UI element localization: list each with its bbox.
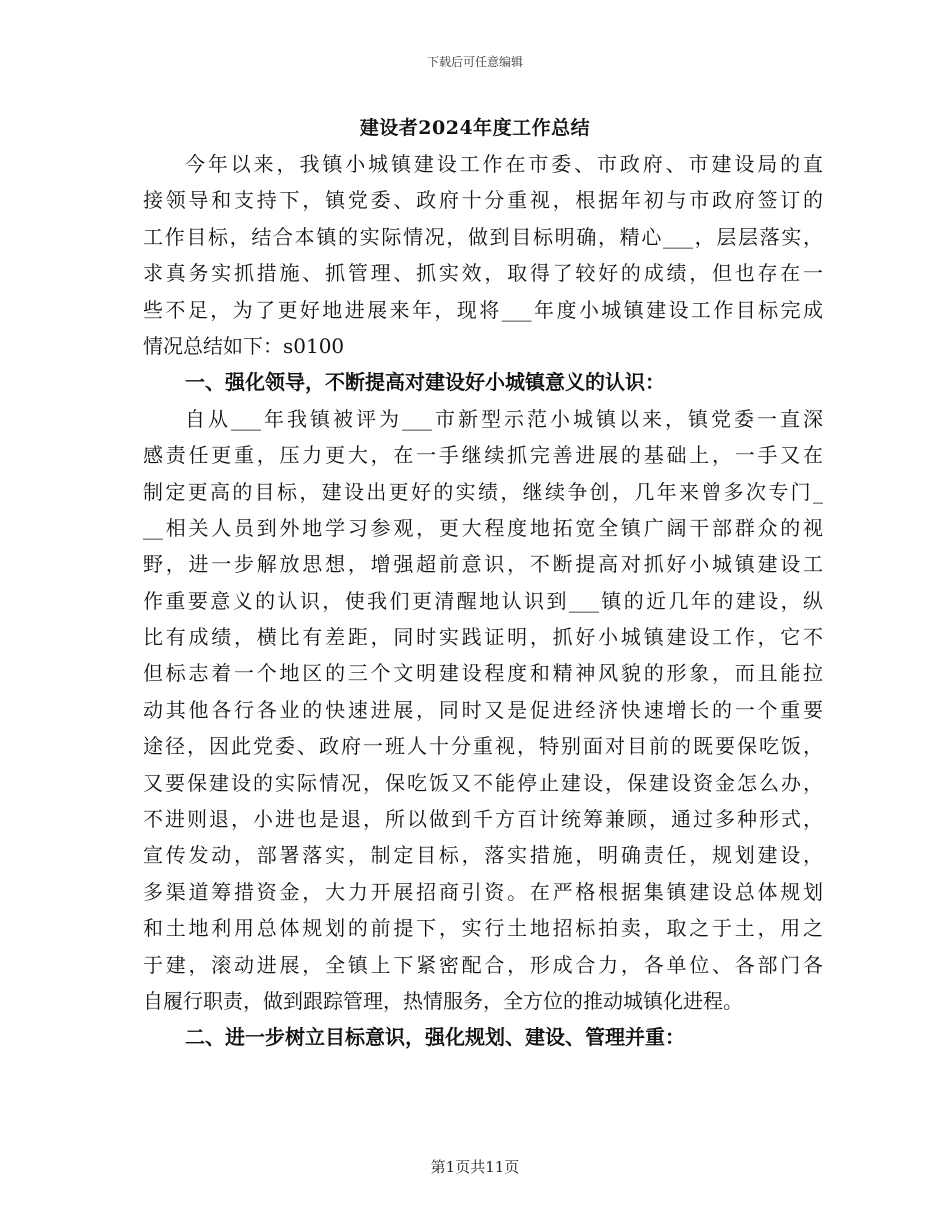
document-title: 建设者2024年度工作总结 (359, 117, 591, 139)
document-body (143, 146, 823, 1056)
paragraph-line: 感责任更重，压力更大，在一手继续抓完善进展的基础上，一手又在 (143, 443, 823, 468)
section-heading: 二、进一步树立目标意识，强化规划、建设、管理并重： (185, 1025, 685, 1050)
paragraph-line: 但标志着一个地区的三个文明建设程度和精神风貌的形象，而且能拉 (143, 661, 823, 686)
paragraph-line: 工作目标，结合本镇的实际情况，做到目标明确，精心___，层层落实， (143, 224, 823, 249)
paragraph-line: 途径，因此党委、政府一班人十分重视，特别面对目前的既要保吃饭， (143, 734, 823, 759)
paragraph-line: 些不足，为了更好地进展来年，现将___年度小城镇建设工作目标完成 (143, 297, 823, 322)
paragraph-line: 今年以来，我镇小城镇建设工作在市委、市政府、市建设局的直 (185, 152, 823, 176)
paragraph-line: 作重要意义的认识，使我们更清醒地认识到___镇的近几年的建设，纵 (143, 588, 823, 613)
paragraph-line: 自从___年我镇被评为___市新型示范小城镇以来，镇党委一直深 (185, 406, 823, 431)
paragraph-line: 情况总结如下：s0100 (143, 333, 345, 358)
paragraph-line: 又要保建设的实际情况，保吃饭又不能停止建设，保建设资金怎么办， (143, 770, 823, 795)
page-number-footer: 第1页共11页 (430, 1158, 520, 1176)
paragraph-line: 接领导和支持下，镇党委、政府十分重视，根据年初与市政府签订的 (143, 188, 823, 213)
paragraph-line: 于建，滚动进展，全镇上下紧密配合，形成合力，各单位、各部门各 (143, 952, 823, 977)
paragraph-line: 和土地利用总体规划的前提下，实行土地招标拍卖，取之于土，用之 (143, 916, 823, 941)
paragraph-line: 自履行职责，做到跟踪管理，热情服务，全方位的推动城镇化进程。 (143, 988, 743, 1013)
paragraph-line: 制定更高的目标，建设出更好的实绩，继续争创，几年来曾多次专门_ (143, 479, 823, 504)
paragraph-line: 动其他各行各业的快速进展，同时又是促进经济快速增长的一个重要 (143, 697, 823, 722)
paragraph-line: 求真务实抓措施、抓管理、抓实效，取得了较好的成绩，但也存在一 (143, 261, 823, 286)
paragraph-line: 不进则退，小进也是退，所以做到千方百计统筹兼顾，通过多种形式， (143, 807, 823, 832)
paragraph-line: 比有成绩，横比有差距，同时实践证明，抓好小城镇建设工作，它不 (143, 625, 823, 650)
paragraph-line: __相关人员到外地学习参观，更大程度地拓宽全镇广阔干部群众的视 (143, 515, 823, 540)
header-note: 下载后可任意编辑 (426, 55, 523, 69)
paragraph-line: 野，进一步解放思想，增强超前意识，不断提高对抓好小城镇建设工 (143, 552, 823, 577)
section-heading: 一、强化领导，不断提高对建设好小城镇意义的认识： (185, 370, 665, 395)
paragraph-line: 多渠道筹措资金，大力开展招商引资。在严格根据集镇建设总体规划 (143, 879, 823, 904)
paragraph-line: 宣传发动，部署落实，制定目标，落实措施，明确责任，规划建设， (143, 843, 823, 868)
